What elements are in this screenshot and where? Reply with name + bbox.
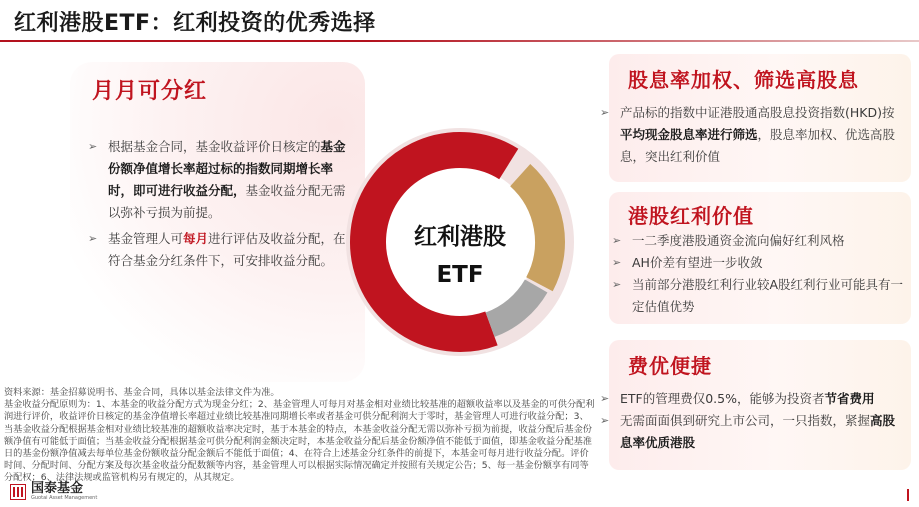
right-1-text: 产品标的指数中证港股通高股息投资指数(HKD)按	[620, 105, 895, 120]
left-heading: 月月可分红	[92, 79, 208, 104]
left-bullet-2-red: 每月	[183, 231, 209, 246]
right-3-list	[600, 388, 905, 454]
right-2-item-1: 一二季度港股通资金流向偏好红利风格	[632, 233, 845, 248]
right-3-bullet-1	[600, 388, 905, 410]
logo-name: 国泰基金	[31, 481, 84, 496]
center-label-line2: ETF	[436, 262, 484, 288]
arrow-bullet-icon: ➢	[600, 106, 610, 119]
right-heading-1: 股息率加权、筛选高股息	[628, 68, 859, 92]
right-heading-2: 港股红利价值	[628, 204, 754, 228]
arrow-bullet-icon: ➢	[612, 234, 622, 247]
left-bullet-1	[88, 136, 346, 224]
page-title: 红利港股ETF：红利投资的优秀选择	[14, 11, 376, 36]
left-bullet-1-bold: 基金份额净值增长率超过标的指数同期增长率时，即可进行收益分配，	[108, 139, 346, 198]
logo-subtitle: Guotai Asset Management	[31, 495, 98, 501]
right-2-item-2: AH价差有望进一步收敛	[632, 255, 763, 270]
arrow-bullet-icon: ➢	[88, 232, 98, 245]
arrow-bullet-icon: ➢	[612, 278, 622, 291]
logo-mark-icon	[10, 484, 26, 500]
left-bullet-list	[88, 136, 346, 276]
distribution-rules: 基金收益分配原则为：1、本基金的收益分配方式为现金分红；2、基金管理人可每月对基金相对业绩比较基准的超额收益率以及基金的可供分配利润进行评价，收益评价日核定的基金净值增长率超过业绩比较基准同期增长率或者基金可供分配利润大于零时，基金管理人可进行收益分配；3、当基金收益分配根据基金相对业绩比较基准的超额收益率决定时，基于本基金的特点，本基金收益分配无需以弥补亏损为前提，收益分配后基金份额净值有可能低于面值；当基金收益分配根据基金可供分配利润金额决定时，本基金收益分配后基金份额净值不能低于面值，即基金收益分配基准日的基金份额净值减去每单位基金份额收益分配金额后不能低于面值；4、在符合上述基金分红条件的前提下，本基金可每月进行收益分配。评价时间、分配时间、分配方案及每次基金收益分配数额等内容，基金管理人可以根据实际情况确定并按照有关规定公告；5、每一基金份额享有同等分配权；6、法律法规或监管机构另有规定的，从其规定。	[4, 399, 595, 484]
right-2-list	[612, 230, 907, 318]
right-2-bullet	[612, 274, 907, 318]
left-bullet-1-text: 根据基金合同，基金收益评价日核定的	[108, 139, 321, 154]
arrow-bullet-icon: ➢	[88, 140, 98, 153]
title-divider	[0, 40, 919, 42]
right-1-bold: 平均现金股息率进行筛选	[620, 127, 758, 142]
left-bullet-1-text-2: 基金收益分配无需以弥补亏损为前提。	[108, 183, 346, 220]
right-1-bullet	[600, 102, 905, 168]
page-marker	[907, 489, 909, 501]
center-label	[390, 218, 530, 294]
right-heading-3: 费优便捷	[628, 354, 712, 378]
right-2-bullet	[612, 252, 907, 274]
source-note	[4, 387, 596, 485]
right-2-bullet	[612, 230, 907, 252]
right-1-text-2: ，股息率加权、优选高股息，突出红利价值	[620, 127, 896, 164]
left-bullet-2-text: 基金管理人可	[108, 231, 184, 246]
left-bullet-2	[88, 228, 346, 272]
right-2-item-3: 当前部分港股红利行业较A股红利行业可能具有一定估值优势	[632, 277, 904, 314]
company-logo	[10, 482, 97, 501]
right-3-b1-text: ETF的管理费仅0.5%，能够为投资者	[620, 391, 825, 406]
arrow-bullet-icon: ➢	[600, 392, 610, 405]
left-bullet-2-text-2: 进行评估及收益分配，在符合基金分红条件下，可安排收益分配。	[108, 231, 346, 268]
right-3-b2-text: 无需面面俱到研究上市公司，一只指数，紧握	[620, 413, 871, 428]
arrow-bullet-icon: ➢	[600, 414, 610, 427]
center-label-line1: 红利港股	[414, 224, 506, 250]
arrow-bullet-icon: ➢	[612, 256, 622, 269]
source-line: 资料来源：基金招募说明书、基金合同，具体以基金法律文件为准。	[4, 387, 280, 398]
right-3-b2-bold: 高股息率优质港股	[620, 413, 896, 450]
right-1-list	[600, 102, 905, 168]
right-3-bullet-2	[600, 410, 905, 454]
right-3-b1-bold: 节省费用	[824, 391, 875, 406]
